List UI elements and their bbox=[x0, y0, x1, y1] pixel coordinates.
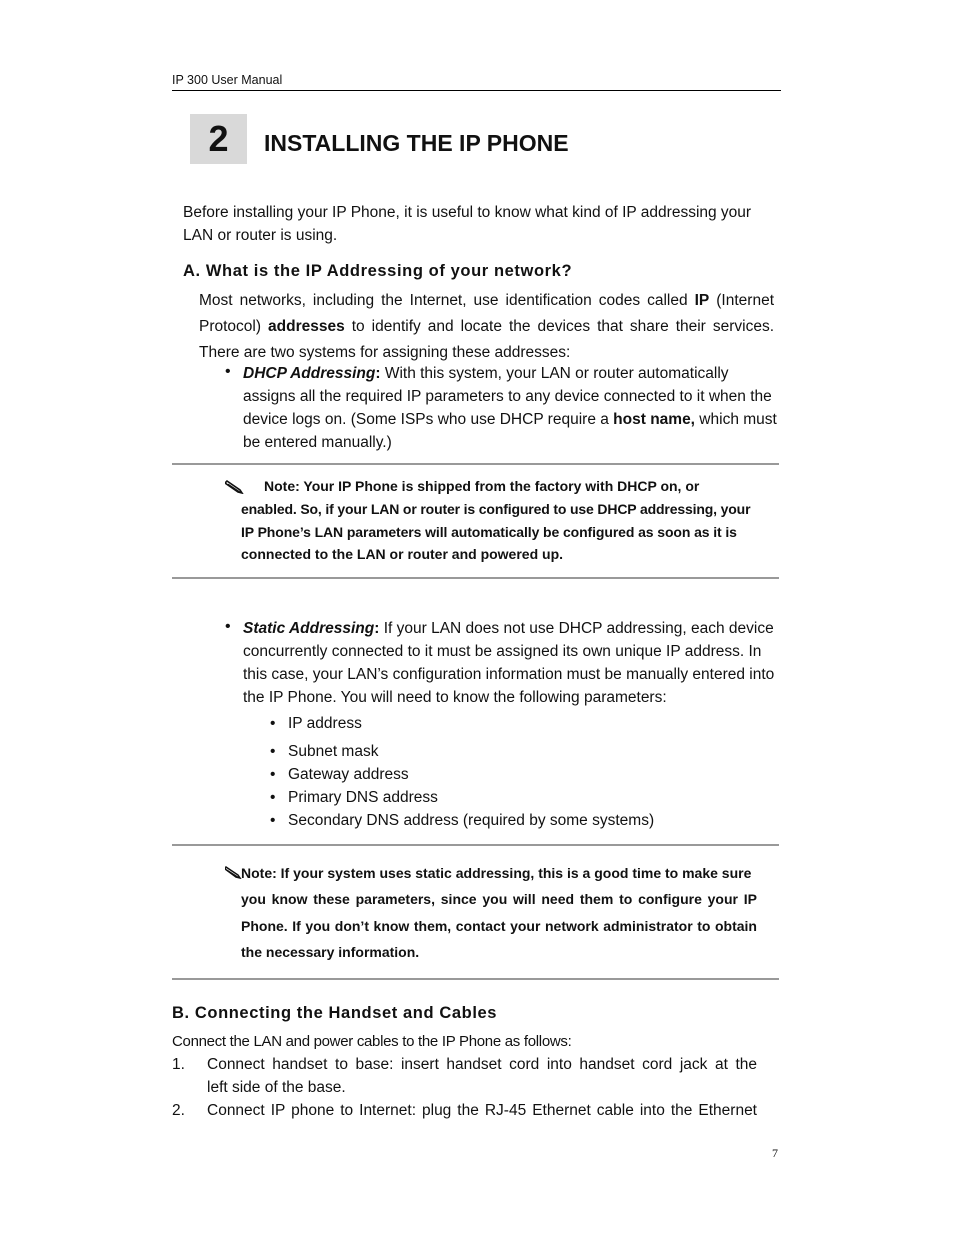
list-item: • Gateway address bbox=[270, 766, 409, 783]
note1-line1: Note: Your IP Phone is shipped from the factory with DHCP on, or bbox=[264, 478, 700, 494]
static-item: Static Addressing: If your LAN does not use DHCP addressing, each device concurrently connected to it must be assigned its own unique IP address. In this case, your LAN’s configuration information must be manually entered into the IP Phone. You will need to know the following parameters: bbox=[243, 620, 775, 706]
note-rule-bottom bbox=[172, 577, 779, 579]
list-item: • Subnet mask bbox=[270, 743, 379, 760]
step-2: Connect IP phone to Internet: plug the RJ-45 Ethernet cable into the Ethernet bbox=[207, 1102, 757, 1119]
step-1: Connect handset to base: insert handset cord into handset cord jack at the left side of the base. bbox=[207, 1056, 757, 1096]
bullet-icon: • bbox=[270, 743, 276, 760]
note1-line3: IP Phone’s LAN parameters will automatically be configured as soon as it is bbox=[241, 524, 737, 540]
list-item: • Secondary DNS address (required by some systems) bbox=[270, 812, 655, 829]
bullet-icon: • bbox=[225, 363, 231, 380]
intro-paragraph: Before installing your IP Phone, it is useful to know what kind of IP addressing your LAN or router is using. bbox=[183, 204, 752, 244]
note2-rule-bottom bbox=[172, 978, 779, 980]
note1-line4: connected to the LAN or router and powered up. bbox=[241, 546, 564, 562]
note2-line4: the necessary information. bbox=[241, 944, 420, 960]
list-item: • IP address bbox=[270, 715, 362, 732]
step-number: 1. bbox=[172, 1056, 185, 1073]
note1-line2: enabled. So, if your LAN or router is configured to use DHCP addressing, your bbox=[241, 501, 751, 517]
note2-rule-top bbox=[172, 844, 779, 846]
list-item: • Primary DNS address bbox=[270, 789, 438, 806]
chapter-title: INSTALLING THE IP PHONE bbox=[264, 130, 569, 156]
running-header: IP 300 User Manual bbox=[172, 73, 283, 87]
step-number: 2. bbox=[172, 1102, 185, 1119]
note2-line1: Note: If your system uses static addressing, this is a good time to make sure bbox=[241, 865, 752, 881]
bullet-icon: • bbox=[270, 789, 276, 806]
page-number: 7 bbox=[772, 1146, 778, 1160]
bullet-icon: • bbox=[270, 812, 276, 829]
bullet-icon: • bbox=[270, 766, 276, 783]
chapter-number: 2 bbox=[190, 114, 247, 164]
section-b-intro: Connect the LAN and power cables to the IP Phone as follows: bbox=[172, 1033, 572, 1050]
note-rule-top bbox=[172, 463, 779, 465]
section-a-heading: A. What is the IP Addressing of your network? bbox=[183, 262, 573, 280]
note2-line2: you know these parameters, since you will need them to configure your IP bbox=[241, 891, 757, 907]
note2-line3: Phone. If you don’t know them, contact your network administrator to obtain bbox=[241, 918, 757, 934]
header-rule bbox=[172, 90, 781, 91]
pencil-icon bbox=[225, 478, 245, 494]
dhcp-item: DHCP Addressing: With this system, your LAN or router automatically assigns all the required IP parameters to any device connected to it when the device logs on. (Some ISPs who use DHCP require a host name, which must be entered manually.) bbox=[243, 365, 777, 451]
bullet-icon: • bbox=[225, 618, 231, 635]
bullet-icon: • bbox=[270, 715, 276, 732]
section-a-paragraph: Most networks, including the Internet, use identification codes called IP (Internet Protocol) addresses to identify and locate the devices that share their services. There are two systems for assigning these addresses: bbox=[199, 292, 774, 361]
section-b-heading: B. Connecting the Handset and Cables bbox=[172, 1004, 498, 1022]
param-list bbox=[270, 715, 654, 835]
